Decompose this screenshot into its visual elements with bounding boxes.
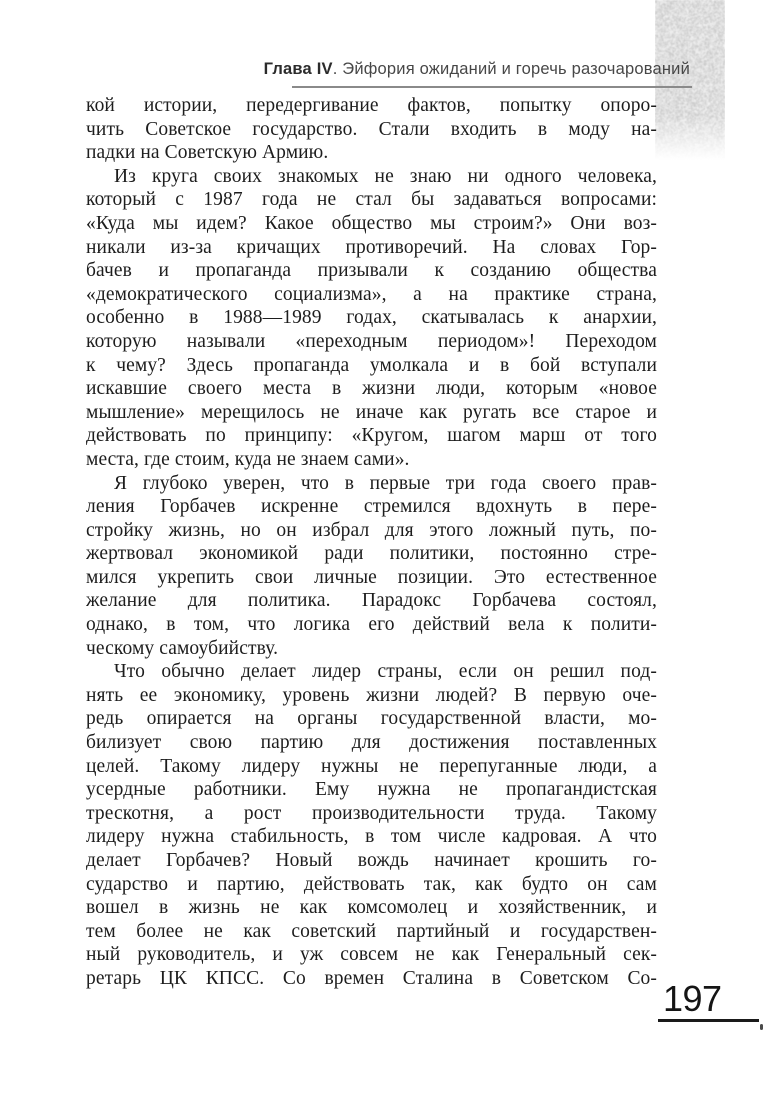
- text-line: ческому самоубийству.: [86, 637, 279, 659]
- text-line: ретарь ЦК КПСС. Со времен Сталина в Советском Со-: [86, 967, 657, 989]
- text-line: «демократического социализма», а на практике страна,: [86, 283, 657, 305]
- text-line: делает Горбачев? Новый вождь начинает крошить го-: [86, 850, 657, 871]
- text-line: никали из-за кричащих противоречий. На словах Гор-: [86, 236, 657, 258]
- text-line: бачев и пропаганда призывали к созданию общества: [86, 260, 657, 282]
- text-line: мышление» мерещилось не иначе как ругать все старое и: [86, 401, 657, 423]
- text-line: падки на Советскую Армию.: [86, 142, 329, 164]
- scan-artifact-band: [655, 0, 725, 160]
- text-line: чить Советское государство. Стали входить в моду на-: [86, 118, 657, 140]
- text-line: однако, в том, что логика его действий вела к полити-: [86, 614, 657, 636]
- text-line: кой истории, передергивание фактов, попытку опоро-: [86, 95, 657, 116]
- text-line: лидеру нужна стабильность, в том числе кадровая. А что: [86, 826, 657, 848]
- text-line: которую называли «переходным периодом»! Переходом: [86, 330, 657, 352]
- text-line: Что обычно делает лидер страны, если он решил под-: [114, 661, 657, 683]
- body-text: [86, 94, 657, 991]
- text-line: целей. Такому лидеру нужны не перепуганные люди, а: [86, 755, 657, 777]
- text-line: ный руководитель, и уж совсем не как Генеральный сек-: [86, 944, 657, 966]
- running-header-title: . Эйфория ожиданий и горечь разочарований: [332, 60, 690, 78]
- text-line: трескотня, а рост производительности труда. Такому: [86, 802, 657, 824]
- text-line: усердные работники. Ему нужна не пропагандистская: [86, 779, 657, 801]
- text-line: особенно в 1988—1989 годах, скатывалась к анархии,: [86, 307, 657, 329]
- text-line: Я глубоко уверен, что в первые три года своего прав-: [114, 472, 657, 494]
- scan-speck: [760, 1024, 763, 1030]
- text-line: жертвовал экономикой ради политики, постоянно стре-: [86, 543, 657, 565]
- text-line: к чему? Здесь пропаганда умолкала и в бой вступали: [86, 354, 657, 376]
- text-line: мился укрепить свои личные позиции. Это естественное: [86, 566, 657, 588]
- page-number-block: [652, 980, 766, 1022]
- text-line: ления Горбачев искренне стремился вдохнуть в пере-: [86, 496, 657, 518]
- text-line: сударство и партию, действовать так, как будто он сам: [86, 873, 657, 895]
- text-line: стройку жизнь, но он избрал для этого ложный путь, по-: [86, 519, 657, 541]
- page-number-rule: [658, 1019, 759, 1022]
- chapter-label: Глава IV: [263, 60, 333, 78]
- text-line: вошел в жизнь не как комсомолец и хозяйственник, и: [86, 897, 657, 919]
- page-number: 197: [663, 978, 722, 1019]
- text-line: места, где стоим, куда не знаем сами».: [86, 448, 410, 470]
- text-line: редь опирается на органы государственной власти, мо-: [86, 708, 657, 730]
- text-line: нять ее экономику, уровень жизни людей? В первую оче-: [86, 684, 657, 706]
- text-line: действовать по принципу: «Кругом, шагом марш от того: [86, 425, 657, 447]
- text-line: билизует свою партию для достижения поставленных: [86, 732, 657, 754]
- text-line: искавшие своего места в жизни люди, которым «новое: [86, 378, 657, 400]
- running-header: [264, 59, 690, 79]
- text-line: Из круга своих знакомых не знаю ни одного человека,: [114, 165, 657, 187]
- text-line: «Куда мы идем? Какое общество мы строим?» Они воз-: [86, 212, 657, 234]
- header-rule: [292, 86, 692, 88]
- text-line: который с 1987 года не стал бы задаваться вопросами:: [86, 189, 657, 211]
- text-line: тем более не как советский партийный и государствен-: [86, 920, 657, 942]
- text-line: желание для политика. Парадокс Горбачева состоял,: [86, 590, 657, 612]
